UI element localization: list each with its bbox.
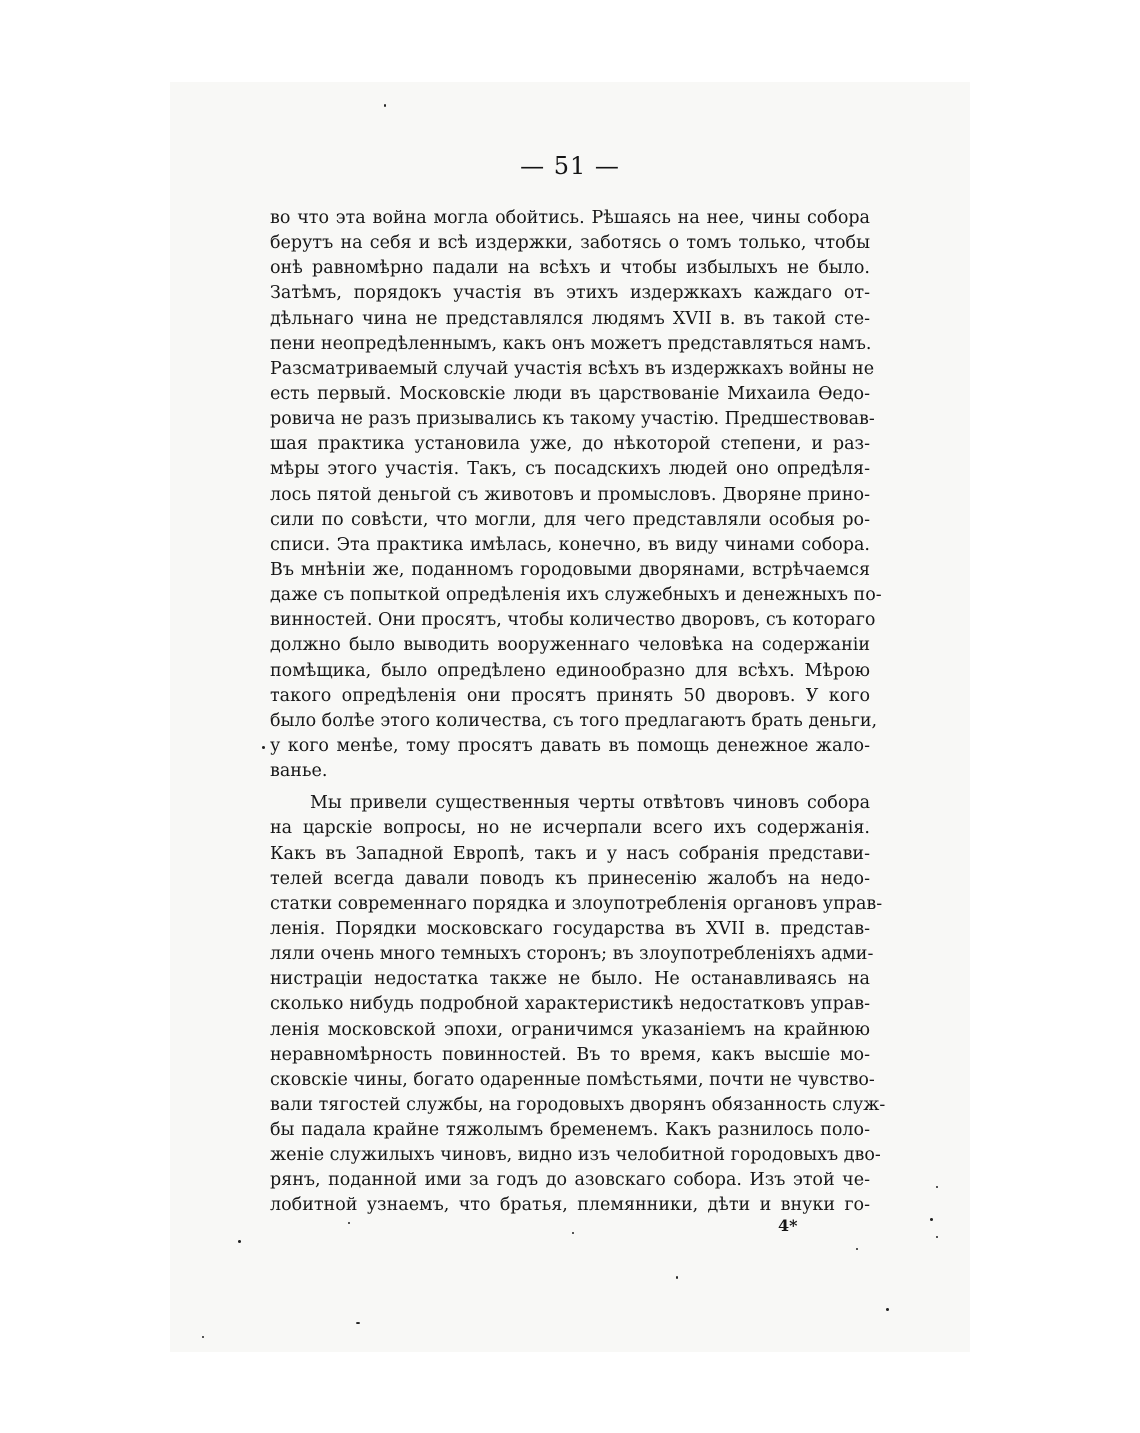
text-line: Какъ въ Западной Европѣ, такъ и у насъ собранія представи- <box>270 843 870 864</box>
text-line: у кого менѣе, тому просятъ давать въ помощь денежное жало- <box>270 735 870 756</box>
text-line: ляли очень много темныхъ сторонъ; въ злоупотребленіяхъ адми- <box>270 944 874 965</box>
scan-speck <box>936 1236 938 1238</box>
text-line: во что эта война могла обойтись. Рѣшаясь на нее, чины собора <box>270 208 870 228</box>
text-line: есть первый. Московскіе люди въ царствованіе Михаила Ѳедо- <box>270 383 870 404</box>
text-line: должно было выводить вооруженнаго человѣка на содержаніи <box>270 635 870 656</box>
text-line: ленія московской эпохи, ограничимся указаніемъ на крайнюю <box>270 1019 870 1040</box>
scan-speck <box>886 1308 889 1311</box>
paragraph-1 <box>270 206 882 784</box>
text-line: сковскіе чины, богато одаренные помѣстьями, почти не чувство- <box>270 1069 875 1090</box>
page-number: — 51 — <box>520 152 620 180</box>
text-line: неравномѣрность повинностей. Въ то время, какъ высшіе мо- <box>270 1044 870 1065</box>
text-line: винностей. Они просятъ, чтобы количество дворовъ, съ котораго <box>270 610 876 631</box>
text-line: на царскіе вопросы, но не исчерпали всего ихъ содержанія. <box>270 818 870 839</box>
scan-speck <box>676 1276 678 1279</box>
text-line: помѣщика, было опредѣлено единообразно для всѣхъ. Мѣрою <box>270 660 870 681</box>
text-line: дѣльнаго чина не представлялся людямъ XVII в. въ такой сте- <box>270 308 870 329</box>
text-line: даже съ попыткой опредѣленія ихъ служебныхъ и денежныхъ по- <box>270 585 882 606</box>
text-line: шая практика установила уже, до нѣкоторой степени, и раз- <box>270 434 870 455</box>
text-line: лобитной узнаемъ, что братья, племянники, дѣти и внуки го- <box>270 1195 870 1216</box>
text-line: лось пятой деньгой съ животовъ и промысловъ. Дворяне прино- <box>270 484 870 505</box>
scan-speck <box>930 1218 933 1221</box>
text-line: рянъ, поданной ими за годъ до азовскаго собора. Изъ этой че- <box>270 1170 870 1191</box>
text-line: списи. Эта практика имѣлась, конечно, въ виду чинами собора. <box>270 534 870 555</box>
text-line: Затѣмъ, порядокъ участія въ этихъ издержкахъ каждаго от- <box>270 283 870 304</box>
text-line: телей всегда давали поводъ къ принесенію жалобъ на недо- <box>270 868 870 889</box>
text-line: Разсматриваемый случай участія всѣхъ въ издержкахъ войны не <box>270 358 875 379</box>
scan-speck <box>348 1222 350 1224</box>
scan-speck <box>856 1248 858 1250</box>
text-line: Мы привели существенныя черты отвѣтовъ чиновъ собора <box>310 793 870 814</box>
scan-speck <box>238 1240 241 1243</box>
text-line: женіе служилыхъ чиновъ, видно изъ челобитной городовыхъ дво- <box>270 1145 881 1166</box>
scan-speck <box>384 104 386 107</box>
paragraph-2 <box>270 791 886 1218</box>
scan-speck <box>202 1336 204 1338</box>
printer-signature-mark: 4* <box>778 1216 798 1235</box>
paragraph-spacer <box>270 784 870 791</box>
text-line: нистраціи недостатка также не было. Не останавливаясь на <box>270 969 870 990</box>
text-line: статки современнаго порядка и злоупотребленія органовъ управ- <box>270 893 883 914</box>
scan-speck <box>936 1186 938 1188</box>
body-text <box>270 206 886 1219</box>
text-line: ванье. <box>270 761 328 782</box>
text-line: ленія. Порядки московскаго государства въ XVII в. представ- <box>270 918 870 939</box>
text-line: пени неопредѣленнымъ, какъ онъ можетъ представляться намъ. <box>270 333 872 354</box>
text-line: сили по совѣсти, что могли, для чего представляли особыя ро- <box>270 509 870 530</box>
scan-speck <box>572 1232 574 1234</box>
scan-speck <box>262 746 265 749</box>
text-line: мѣры этого участія. Такъ, съ посадскихъ людей оно опредѣля- <box>270 459 870 480</box>
text-line: бы падала крайне тяжолымъ бременемъ. Какъ разнилось поло- <box>270 1120 870 1141</box>
text-line: Въ мнѣніи же, поданномъ городовыми дворянами, встрѣчаемся <box>270 559 870 580</box>
text-line: онѣ равномѣрно падали на всѣхъ и чтобы избылыхъ не было. <box>270 258 870 279</box>
text-line: сколько нибудь подробной характеристикѣ недостатковъ управ- <box>270 994 870 1015</box>
text-line: было болѣе этого количества, съ того предлагаютъ брать деньги, <box>270 710 878 731</box>
text-line: берутъ на себя и всѣ издержки, заботясь о томъ только, чтобы <box>270 233 870 254</box>
text-line: вали тягостей службы, на городовыхъ дворянъ обязанность служ- <box>270 1094 886 1115</box>
text-line: такого опредѣленія они просятъ принять 50 дворовъ. У кого <box>270 685 870 706</box>
text-line: ровича не разъ призывались къ такому участію. Предшествовав- <box>270 409 875 430</box>
scan-speck <box>356 1322 360 1324</box>
